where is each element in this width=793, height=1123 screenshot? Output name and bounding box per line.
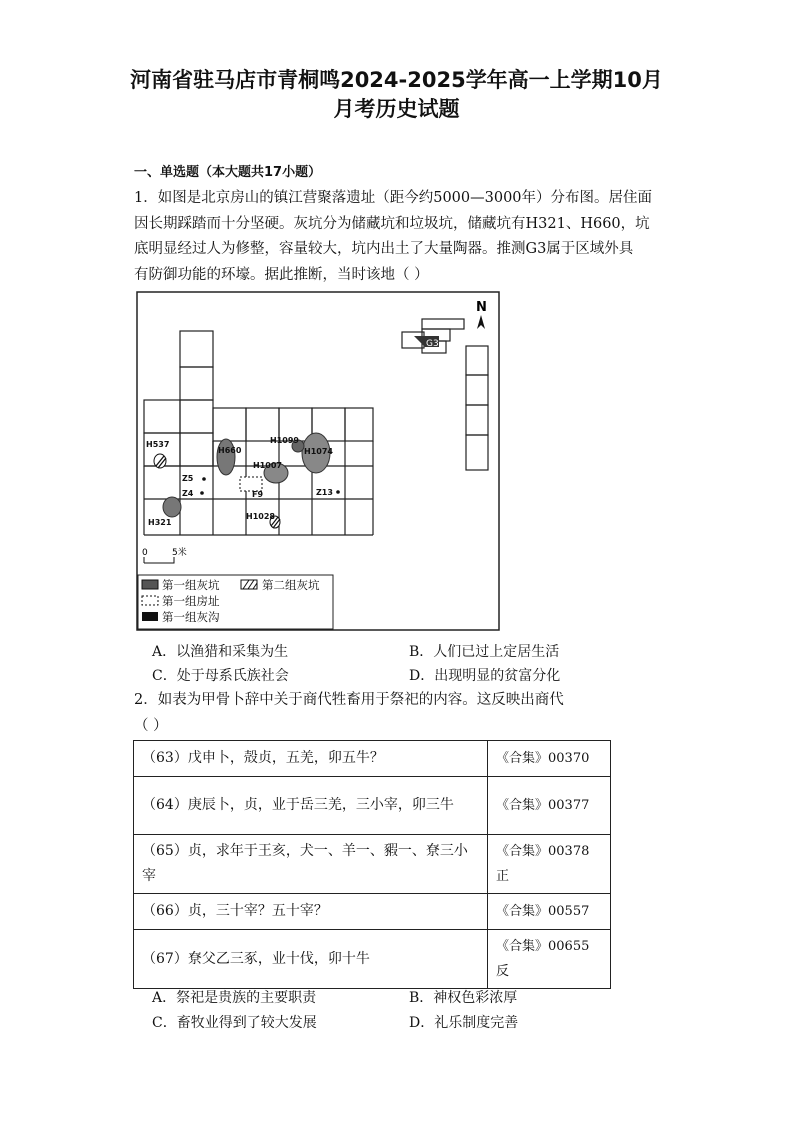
north-label: N: [476, 300, 487, 315]
z5-marker: [202, 477, 206, 481]
inscription-cell: （66）贞，三十宰？五十宰？: [134, 894, 488, 930]
q1-option-d[interactable]: D．出现明显的贫富分化: [409, 668, 561, 684]
title-line-1: 河南省驻马店市青桐鸣2024-2025学年高一上学期10月: [130, 68, 663, 92]
legend-pit1: 第一组灰坑: [162, 578, 220, 592]
label-h537: H537: [146, 440, 170, 449]
g3-label: G3: [426, 339, 439, 349]
table-row: [134, 894, 611, 930]
q2-line-1: 2．如表为甲骨卜辞中关于商代牲畜用于祭祀的内容。这反映出商代: [134, 692, 564, 708]
table-row: [134, 741, 611, 777]
q1-line: 1．如图是北京房山的镇江营聚落遗址（距今约5000—3000年）分布图。居住面: [134, 190, 653, 206]
scale-start: 0: [142, 548, 148, 558]
source-cell: 《合集》00377: [488, 777, 611, 835]
settlement-site-map: [136, 291, 500, 631]
pit-h321: [163, 497, 181, 517]
q1-option-c[interactable]: C．处于母系氏族社会: [152, 668, 289, 684]
inscription-cell: （67）尞父乙三豖，业十伐，卯十牛: [134, 930, 488, 989]
label-z4: Z4: [182, 489, 194, 498]
label-h660: H660: [218, 446, 242, 455]
title-line-2: 月考历史试题: [333, 97, 460, 121]
q2-option-b[interactable]: B．神权色彩浓厚: [409, 990, 518, 1006]
inscription-cell: （63）戊申卜，殻贞，五羌，卯五牛？: [134, 741, 488, 777]
source-cell: 《合集》00378正: [488, 835, 611, 894]
label-z5: Z5: [182, 474, 194, 483]
q1-line: 因长期踩踏而十分坚硬。灰坑分为储藏坑和垃圾坑，储藏坑有H321、H660，坑: [134, 215, 650, 232]
scale-end: 5米: [172, 548, 187, 558]
z4-marker: [200, 491, 204, 495]
label-z13: Z13: [316, 488, 333, 497]
label-h1028: H1028: [246, 512, 275, 521]
table-row: [134, 777, 611, 835]
label-h321: H321: [148, 518, 172, 527]
legend-swatch-pit1: [142, 580, 158, 589]
exam-title: [0, 66, 793, 124]
z13-marker: [336, 490, 340, 494]
inscription-cell: （64）庚辰卜，贞，业于岳三羌，三小宰，卯三牛: [134, 777, 488, 835]
source-cell: 《合集》00655反: [488, 930, 611, 989]
question-1-stem: [134, 186, 664, 288]
q1-option-b[interactable]: B．人们已过上定居生活: [409, 644, 560, 660]
legend-ditch1: 第一组灰沟: [162, 610, 220, 624]
legend-swatch-ditch1: [142, 612, 158, 621]
source-cell: 《合集》00557: [488, 894, 611, 930]
label-h1007: H1007: [253, 461, 282, 470]
label-f9: F9: [252, 490, 264, 499]
pit-h660: [217, 439, 235, 475]
source-cell: 《合集》00370: [488, 741, 611, 777]
table-row: [134, 835, 611, 894]
legend-swatch-house1: [142, 596, 158, 605]
house-f9: [240, 477, 262, 491]
q2-option-a[interactable]: A．祭祀是贵族的主要职责: [152, 990, 317, 1006]
q2-line-2: （ ）: [134, 717, 168, 734]
label-h1074: H1074: [304, 447, 333, 456]
q1-line: 有防御功能的环壕。据此推断，当时该地（ ）: [134, 266, 429, 283]
q2-option-c[interactable]: C．畜牧业得到了较大发展: [152, 1015, 317, 1031]
legend-pit2: 第二组灰坑: [262, 578, 320, 592]
inscription-cell: （65）贞，求年于王亥，犬一、羊一、豭一、尞三小宰: [134, 835, 488, 894]
q1-line: 底明显经过人为修整，容量较大，坑内出土了大量陶器。推测G3属于区域外具: [134, 241, 634, 257]
q1-option-a[interactable]: A．以渔猎和采集为生: [152, 644, 289, 660]
question-2-stem: [134, 688, 664, 739]
section-heading: 一、单选题（本大题共17小题）: [134, 165, 322, 180]
oracle-bone-table: [133, 740, 611, 989]
legend-house1: 第一组房址: [162, 594, 220, 608]
table-row: [134, 930, 611, 989]
q2-option-d[interactable]: D．礼乐制度完善: [409, 1015, 519, 1031]
label-h1099: H1099: [270, 436, 299, 445]
